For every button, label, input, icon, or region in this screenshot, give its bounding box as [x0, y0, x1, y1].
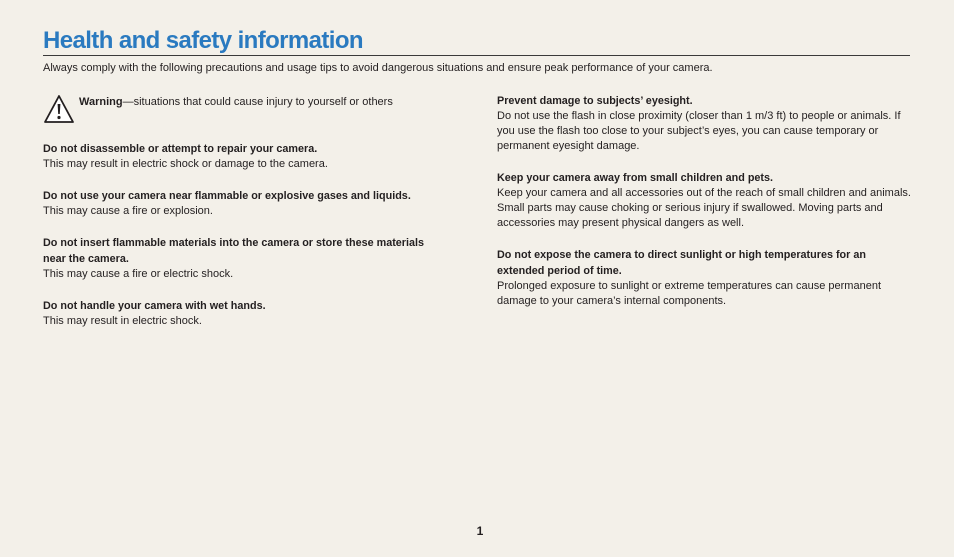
title-divider	[43, 55, 910, 56]
precaution-item	[43, 235, 448, 282]
warning-text: —situations that could cause injury to yourself or others	[122, 96, 393, 108]
precaution-heading: Prevent damage to subjects’ eyesight.	[497, 95, 693, 107]
precaution-body: This may cause a fire or electric shock.	[43, 268, 234, 280]
precaution-body: This may cause a fire or explosion.	[43, 205, 213, 217]
precaution-body: This may result in electric shock.	[43, 315, 202, 327]
precaution-heading: Do not disassemble or attempt to repair your camera.	[43, 143, 318, 155]
precaution-item	[497, 247, 912, 309]
precaution-body: Keep your camera and all accessories out of the reach of small children and animals. Small parts may cause choking or serious injury if swallowed. Moving parts and accessories may present physical dangers as well.	[497, 187, 911, 229]
precaution-heading: Do not insert flammable materials into the camera or store these materials near the camera.	[43, 237, 425, 265]
warning-description	[79, 95, 393, 110]
warning-label: Warning	[79, 96, 123, 108]
left-column	[43, 141, 448, 345]
page-title: Health and safety information	[43, 27, 363, 54]
precaution-item	[43, 141, 448, 172]
precaution-item	[43, 298, 448, 329]
precaution-body: Prolonged exposure to sunlight or extreme temperatures can cause permanent damage to your camera’s internal components.	[497, 280, 881, 307]
precaution-heading: Do not use your camera near flammable or explosive gases and liquids.	[43, 190, 411, 202]
precaution-item	[43, 188, 448, 219]
precaution-heading: Keep your camera away from small children and pets.	[497, 172, 774, 184]
right-column	[497, 93, 912, 325]
precaution-item	[497, 93, 912, 154]
precaution-heading: Do not expose the camera to direct sunlight or high temperatures for an extended period of time.	[497, 249, 866, 277]
precaution-heading: Do not handle your camera with wet hands.	[43, 300, 266, 312]
warning-triangle-icon	[43, 93, 75, 125]
precaution-body: Do not use the flash in close proximity (closer than 1 m/3 ft) to people or animals. If you use the flash too close to your subject’s eyes, you can cause temporary or permanent eyesight damage.	[497, 110, 901, 152]
warning-legend	[43, 93, 443, 125]
page-number: 1	[476, 524, 484, 538]
precaution-body: This may result in electric shock or damage to the camera.	[43, 158, 328, 170]
intro-text: Always comply with the following precautions and usage tips to avoid dangerous situations and ensure peak performance of your camera.	[43, 62, 713, 74]
precaution-item	[497, 170, 912, 231]
